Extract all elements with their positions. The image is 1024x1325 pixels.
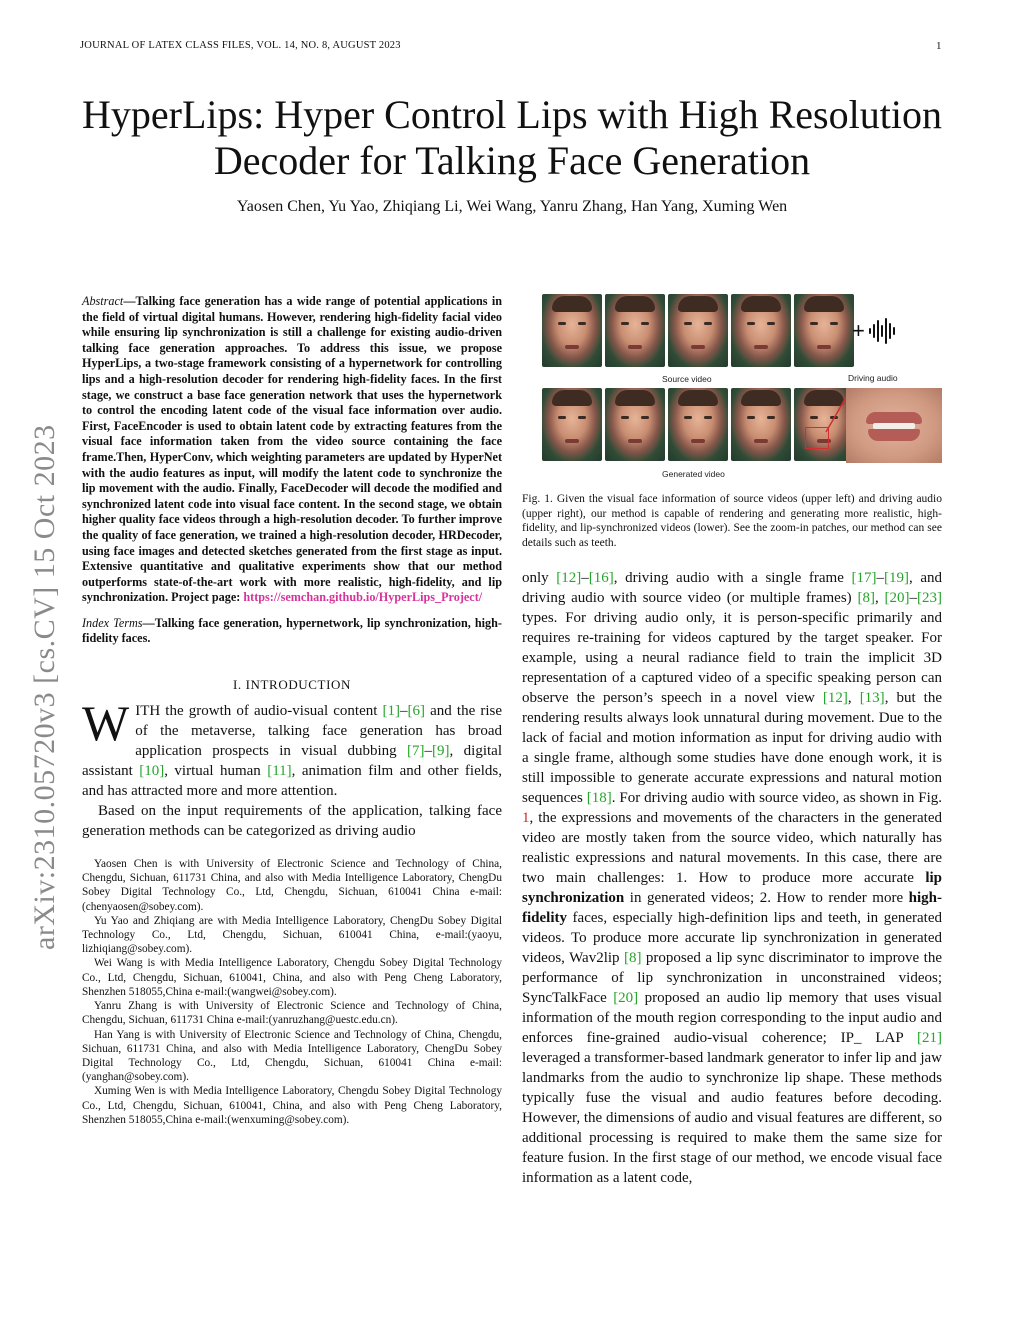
citation-link[interactable]: [10]: [139, 763, 165, 780]
citation-link[interactable]: [9]: [432, 743, 450, 760]
citation-link[interactable]: [17]: [851, 570, 877, 587]
citation-link[interactable]: [16]: [588, 570, 614, 587]
text-span: proposed a lip sync discriminator to improve the performance of lip synchronization in unconstrained videos; SyncTalkFace: [522, 950, 942, 1007]
text-span: , animation film and other fields, and has attracted more and more attention.: [82, 763, 502, 800]
text-span: ITH the growth of audio-visual content: [135, 703, 383, 720]
citation-link[interactable]: [8]: [857, 590, 875, 607]
abstract: [82, 294, 502, 606]
footnote: Xuming Wen is with Media Intelligence Laboratory, Chengdu Sobey Digital Technology Co., Ltd, Chengdu, Sichuan, 610041, China, and also with Peng Cheng Laboratory, Shenzhen 518055,China e-mail:(wenxuming@sobey.com).: [82, 1085, 502, 1126]
text-span: types. For driving audio only, it is person-specific primarily and requires re-training for videos captured by the target speaker. For example, using a neural radiance field to train the implicit 3D representation of a captured video of a specific speaking person can observe the person’s speech in a novel view: [522, 610, 942, 707]
project-link[interactable]: https://semchan.github.io/HyperLips_Project/: [243, 590, 483, 605]
citation-link[interactable]: [23]: [917, 590, 942, 607]
source-frame: [605, 294, 665, 367]
generated-frame: [731, 388, 791, 461]
text-span: ,: [874, 590, 885, 607]
arxiv-stamp-text: arXiv:2310.05720v3 [cs.CV] 15 Oct 2023: [28, 424, 61, 950]
source-video-label: Source video: [662, 374, 712, 384]
plus-sign: +: [852, 318, 865, 343]
footnote: Yu Yao and Zhiqiang are with Media Intelligence Laboratory, ChengDu Sobey Digital Technology Co., Ltd, Chengdu, Sichuan, 610041 China, e-mail:(yaoyu, lizhiqiang@sobey.com).: [82, 914, 502, 956]
generated-frame: [542, 388, 602, 461]
generated-frame: [605, 388, 665, 461]
section-heading-introduction: I. INTRODUCTION: [232, 677, 352, 693]
text-span: and the rise of the metaverse, talking face generation has broad application prospects in visual dubbing: [135, 703, 503, 760]
text-span: –: [876, 570, 884, 587]
citation-link[interactable]: [20]: [884, 590, 910, 607]
figure-reference-link[interactable]: 1: [522, 810, 530, 827]
footnote: Yanru Zhang is with University of Electronic Science and Technology of China, Chengdu, Sichuan, 611731 China e-mail:(yanruzhang@uestc.edu.cn).: [82, 1000, 502, 1027]
text-span: ,: [847, 690, 860, 707]
citation-link[interactable]: [12]: [822, 690, 848, 707]
bold-term: lip synchronization: [522, 870, 942, 907]
paper-title: HyperLips: Hyper Control Lips with High Resolution Decoder for Talking Face Generation: [82, 92, 942, 183]
citation-link[interactable]: [11]: [267, 763, 292, 780]
text-span: only: [522, 570, 557, 587]
zoom-in-patch: [846, 388, 942, 463]
citation-link[interactable]: [7]: [407, 743, 425, 760]
intro-paragraph-2: Based on the input requirements of the application, talking face generation methods can be categorized as driving audio: [82, 803, 502, 840]
citation-link[interactable]: [18]: [586, 790, 612, 807]
running-header: JOURNAL OF LATEX CLASS FILES, VOL. 14, NO. 8, AUGUST 2023: [80, 40, 401, 51]
intro-paragraph-1: [82, 695, 503, 801]
bold-term: high-fidelity: [522, 890, 942, 927]
right-column: [522, 294, 942, 1188]
text-span: –: [424, 743, 433, 760]
text-span: –: [581, 570, 589, 587]
text-span: . For driving audio with source video, as shown in Fig.: [611, 790, 942, 807]
figure-1: [522, 294, 942, 484]
left-column: [82, 294, 502, 1127]
driving-audio-label: Driving audio: [848, 373, 898, 383]
generated-video-label: Generated video: [662, 469, 725, 479]
text-span: , virtual human: [164, 763, 268, 780]
figure-caption: Fig. 1. Given the visual face information of source videos (upper left) and driving audio (upper right), our method is capable of rendering and generating more realistic, high-fidelity, and lip-synchronized videos (lower). See the zoom-in patches, our method can see details such as teeth.: [522, 493, 942, 549]
citation-link[interactable]: [19]: [883, 570, 909, 587]
footnote: Han Yang is with University of Electronic Science and Technology of China, Chengdu, Sichuan, 611731 China, and also with Media Intelligence Laboratory, ChengDu Sobey Digital Technology Co., Ltd, Chengdu, Sichuan, 610041 China e-mail: (yanghan@sobey.com).: [82, 1028, 502, 1084]
audio-waveform-icon: [868, 318, 898, 344]
citation-link[interactable]: [1]: [382, 703, 401, 720]
arxiv-stamp: [18, 350, 72, 950]
citation-link[interactable]: [6]: [407, 703, 426, 720]
right-paragraph: [522, 568, 942, 1188]
text-span: in generated videos; 2. How to render more: [624, 890, 909, 907]
text-span: proposed an audio lip memory that uses visual information of the mouth region corresponding to the input audio and enforces fine-grained audio-visual coherence; IP_ LAP: [522, 990, 942, 1047]
source-frame: [668, 294, 728, 367]
citation-link[interactable]: [12]: [556, 570, 582, 587]
page-number: 1: [936, 40, 942, 52]
index-terms: [82, 616, 502, 647]
text-span: , and driving audio with source video (or multiple frames): [522, 570, 942, 607]
footnote: Yaosen Chen is with University of Electronic Science and Technology of China, Chengdu, Sichuan, 611731 China, and also with Media Intelligence Laboratory, ChengDu Sobey Digital Technology Co., Ltd, Chengdu, Sichuan, 610041 China e-mail: (chenyaosen@sobey.com).: [82, 858, 502, 913]
source-frame: [794, 294, 854, 367]
author-list: Yaosen Chen, Yu Yao, Zhiqiang Li, Wei Wang, Yanru Zhang, Han Yang, Xuming Wen: [236, 198, 788, 215]
abstract-text: —Talking face generation has a wide range of potential applications in the field of virtual digital humans. However, rendering high-fidelity facial video while ensuring lip synchronization is still a challenge for existing audio-driven talking face generation approaches. To address this issue, we propose HyperLips, a two-stage framework consisting of a hypernetwork for controlling lips and a high-resolution decoder for rendering high-fidelity faces. In the first stage, we construct a base face generation network that uses the hypernetwork to control the encoding latent code of the visual face information over audio. First, FaceEncoder is used to obtain latent code by extracting features from the visual face information taken from the video source containing the face frame.Then, HyperConv, which weighting parameters are updated by HyperNet with the audio features as input, will modify the latent code to synchronize the lip movement with the audio. Finally, FaceDecoder will decode the modified and synchronized latent code into visual face content. In the second stage, we obtain higher quality face videos through a high-resolution decoder. To further improve the quality of face generation, we trained a high-resolution decoder, HRDecoder, using face images and detected sketches generated from the first stage as input. Extensive quantitative and qualitative experiments show that our method outperforms state-of-the-art work with more realistic, high-fidelity, and lip synchronization. Project page:: [82, 294, 502, 605]
generated-frame: [668, 388, 728, 461]
drop-cap: W: [82, 695, 130, 752]
text-span: , digital assistant: [82, 743, 502, 780]
text-span: –: [909, 590, 917, 607]
source-frame: [542, 294, 602, 367]
source-frame: [731, 294, 791, 367]
author-footnotes: [82, 857, 502, 1127]
citation-link[interactable]: [21]: [917, 1030, 942, 1047]
text-span: , the expressions and movements of the characters in the generated video are mostly taken from the source video, which naturally has realistic expressions and natural movements. In this case, there are two main challenges: 1. How to produce more accurate: [522, 810, 942, 887]
abstract-label: Abstract: [82, 294, 124, 308]
citation-link[interactable]: [13]: [859, 690, 885, 707]
text-span: faces, especially high-definition lips and teeth, in generated videos. To produce more accurate lip synchronization in generated videos, Wav2lip: [522, 910, 942, 967]
text-span: , but the rendering results always look unnatural during movement. Due to the lack of facial and motion information as input for driving audio with a single frame, although some studies have done enough work, it is still impossible to generate accurate expressions and natural motion sequences: [522, 690, 943, 807]
footnote: Wei Wang is with Media Intelligence Laboratory, Chengdu Sobey Digital Technology Co., Ltd, Chengdu, Sichuan, 610041, China, and also with Peng Cheng Laboratory, Shenzhen 518055,China e-mail:(wangwei@sobey.com).: [82, 957, 502, 998]
text-span: leveraged a transformer-based landmark generator to infer lip and jaw landmarks from the audio to synchronize lip shape. These methods typically fuse the visual and audio features before decoding. However, the dimensions of audio and visual features are different, so additional processing is required to make them the same size for feature fusion. In the first stage of our method, we encode visual face information as a latent code,: [522, 1050, 942, 1187]
index-terms-text: —Talking face generation, hypernetwork, lip synchronization, high-fidelity faces.: [82, 615, 502, 646]
citation-link[interactable]: [20]: [613, 990, 639, 1007]
text-span: –: [400, 703, 408, 720]
index-terms-label: Index Terms: [82, 615, 143, 630]
text-span: , driving audio with a single frame: [613, 570, 852, 587]
citation-link[interactable]: [8]: [623, 950, 642, 967]
